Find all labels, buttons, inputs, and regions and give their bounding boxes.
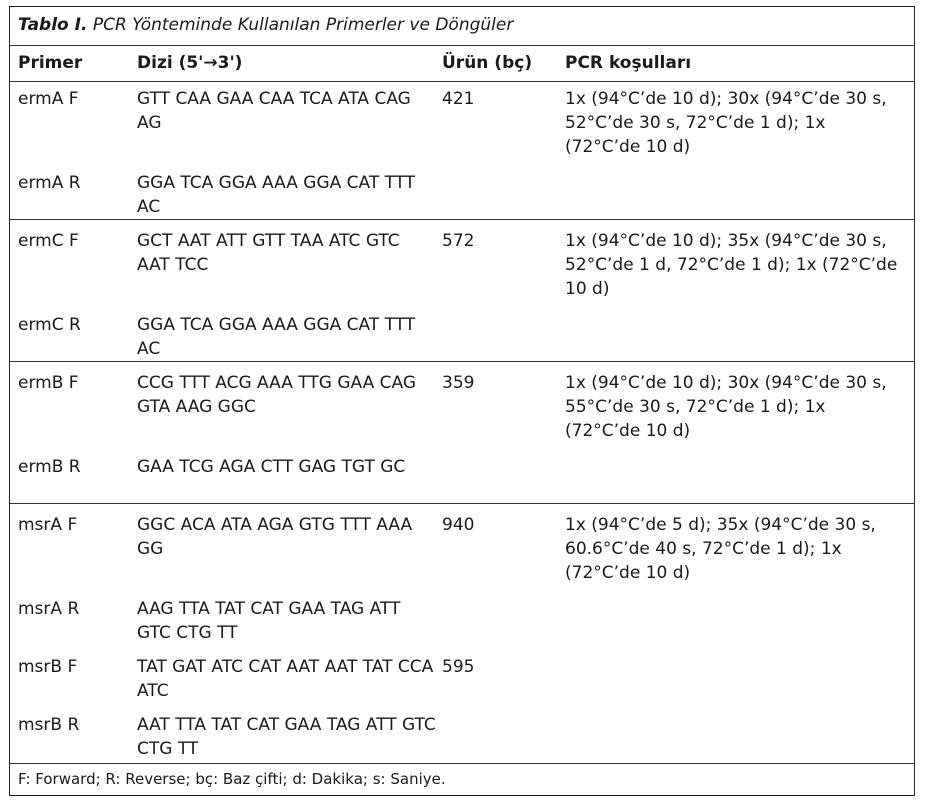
row-sequence: GTT CAA GAA CAA TCA ATA CAG AG: [137, 89, 411, 133]
row-sequence: TAT GAT ATC CAT AAT AAT TAT CCA ATC: [137, 657, 434, 701]
row-primer: msrA R: [18, 599, 80, 619]
group-rule: [10, 361, 914, 362]
row-sequence: CCG TTT ACG AAA TTG GAA CAG GTA AAG GGC: [137, 373, 417, 417]
row-sequence: AAT TTA TAT CAT GAA TAG ATT GTC CTG TT: [137, 715, 436, 759]
row-sequence: GGA TCA GGA AAA GGA CAT TTT AC: [137, 173, 416, 217]
caption-rule: [10, 45, 914, 46]
row-primer: ermC F: [18, 231, 79, 251]
row-primer: msrA F: [18, 515, 78, 535]
row-product: 359: [442, 373, 475, 393]
row-primer: ermB R: [18, 457, 81, 477]
group-rule: [10, 503, 914, 504]
row-conditions: 1x (94°C’de 10 d); 35x (94°C’de 30 s, 52°C’de 1 d, 72°C’de 1 d); 1x (72°C’de 10 d): [565, 231, 898, 299]
row-product: 572: [442, 231, 475, 251]
row-sequence: GGC ACA ATA AGA GTG TTT AAA GG: [137, 515, 413, 559]
row-product: 421: [442, 89, 475, 109]
table-frame: [9, 6, 915, 796]
footer-rule: [10, 763, 914, 764]
header-rule: [10, 81, 914, 82]
row-primer: ermA F: [18, 89, 79, 109]
row-primer: ermA R: [18, 173, 81, 193]
row-sequence: GGA TCA GGA AAA GGA CAT TTT AC: [137, 315, 416, 359]
row-product: 595: [442, 657, 475, 677]
row-sequence: GCT AAT ATT GTT TAA ATC GTC AAT TCC: [137, 231, 400, 275]
row-primer: ermC R: [18, 315, 81, 335]
header-conditions: PCR koşulları: [565, 53, 692, 73]
row-conditions: 1x (94°C’de 5 d); 35x (94°C’de 30 s, 60.6°C’de 40 s, 72°C’de 1 d); 1x (72°C’de 10 d): [565, 515, 876, 583]
group-rule: [10, 219, 914, 220]
header-product: Ürün (bç): [442, 53, 533, 73]
row-primer: msrB R: [18, 715, 80, 735]
row-sequence: GAA TCG AGA CTT GAG TGT GC: [137, 457, 406, 477]
header-sequence: Dizi (5'→3'): [137, 53, 243, 73]
table-caption: [18, 15, 513, 35]
row-conditions: 1x (94°C’de 10 d); 30x (94°C’de 30 s, 55°C’de 30 s, 72°C’de 1 d); 1x (72°C’de 10 d): [565, 373, 887, 441]
caption-text: PCR Yönteminde Kullanılan Primerler ve Döngüler: [92, 15, 514, 35]
header-primer: Primer: [18, 53, 83, 73]
row-product: 940: [442, 515, 475, 535]
table-footnote: F: Forward; R: Reverse; bç: Baz çifti; d: Dakika; s: Saniye.: [18, 770, 446, 788]
caption-label: Tablo I.: [18, 15, 88, 35]
row-primer: ermB F: [18, 373, 79, 393]
row-conditions: 1x (94°C’de 10 d); 30x (94°C’de 30 s, 52°C’de 30 s, 72°C’de 1 d); 1x (72°C’de 10 d): [565, 89, 887, 157]
row-sequence: AAG TTA TAT CAT GAA TAG ATT GTC CTG TT: [137, 599, 401, 643]
row-primer: msrB F: [18, 657, 78, 677]
